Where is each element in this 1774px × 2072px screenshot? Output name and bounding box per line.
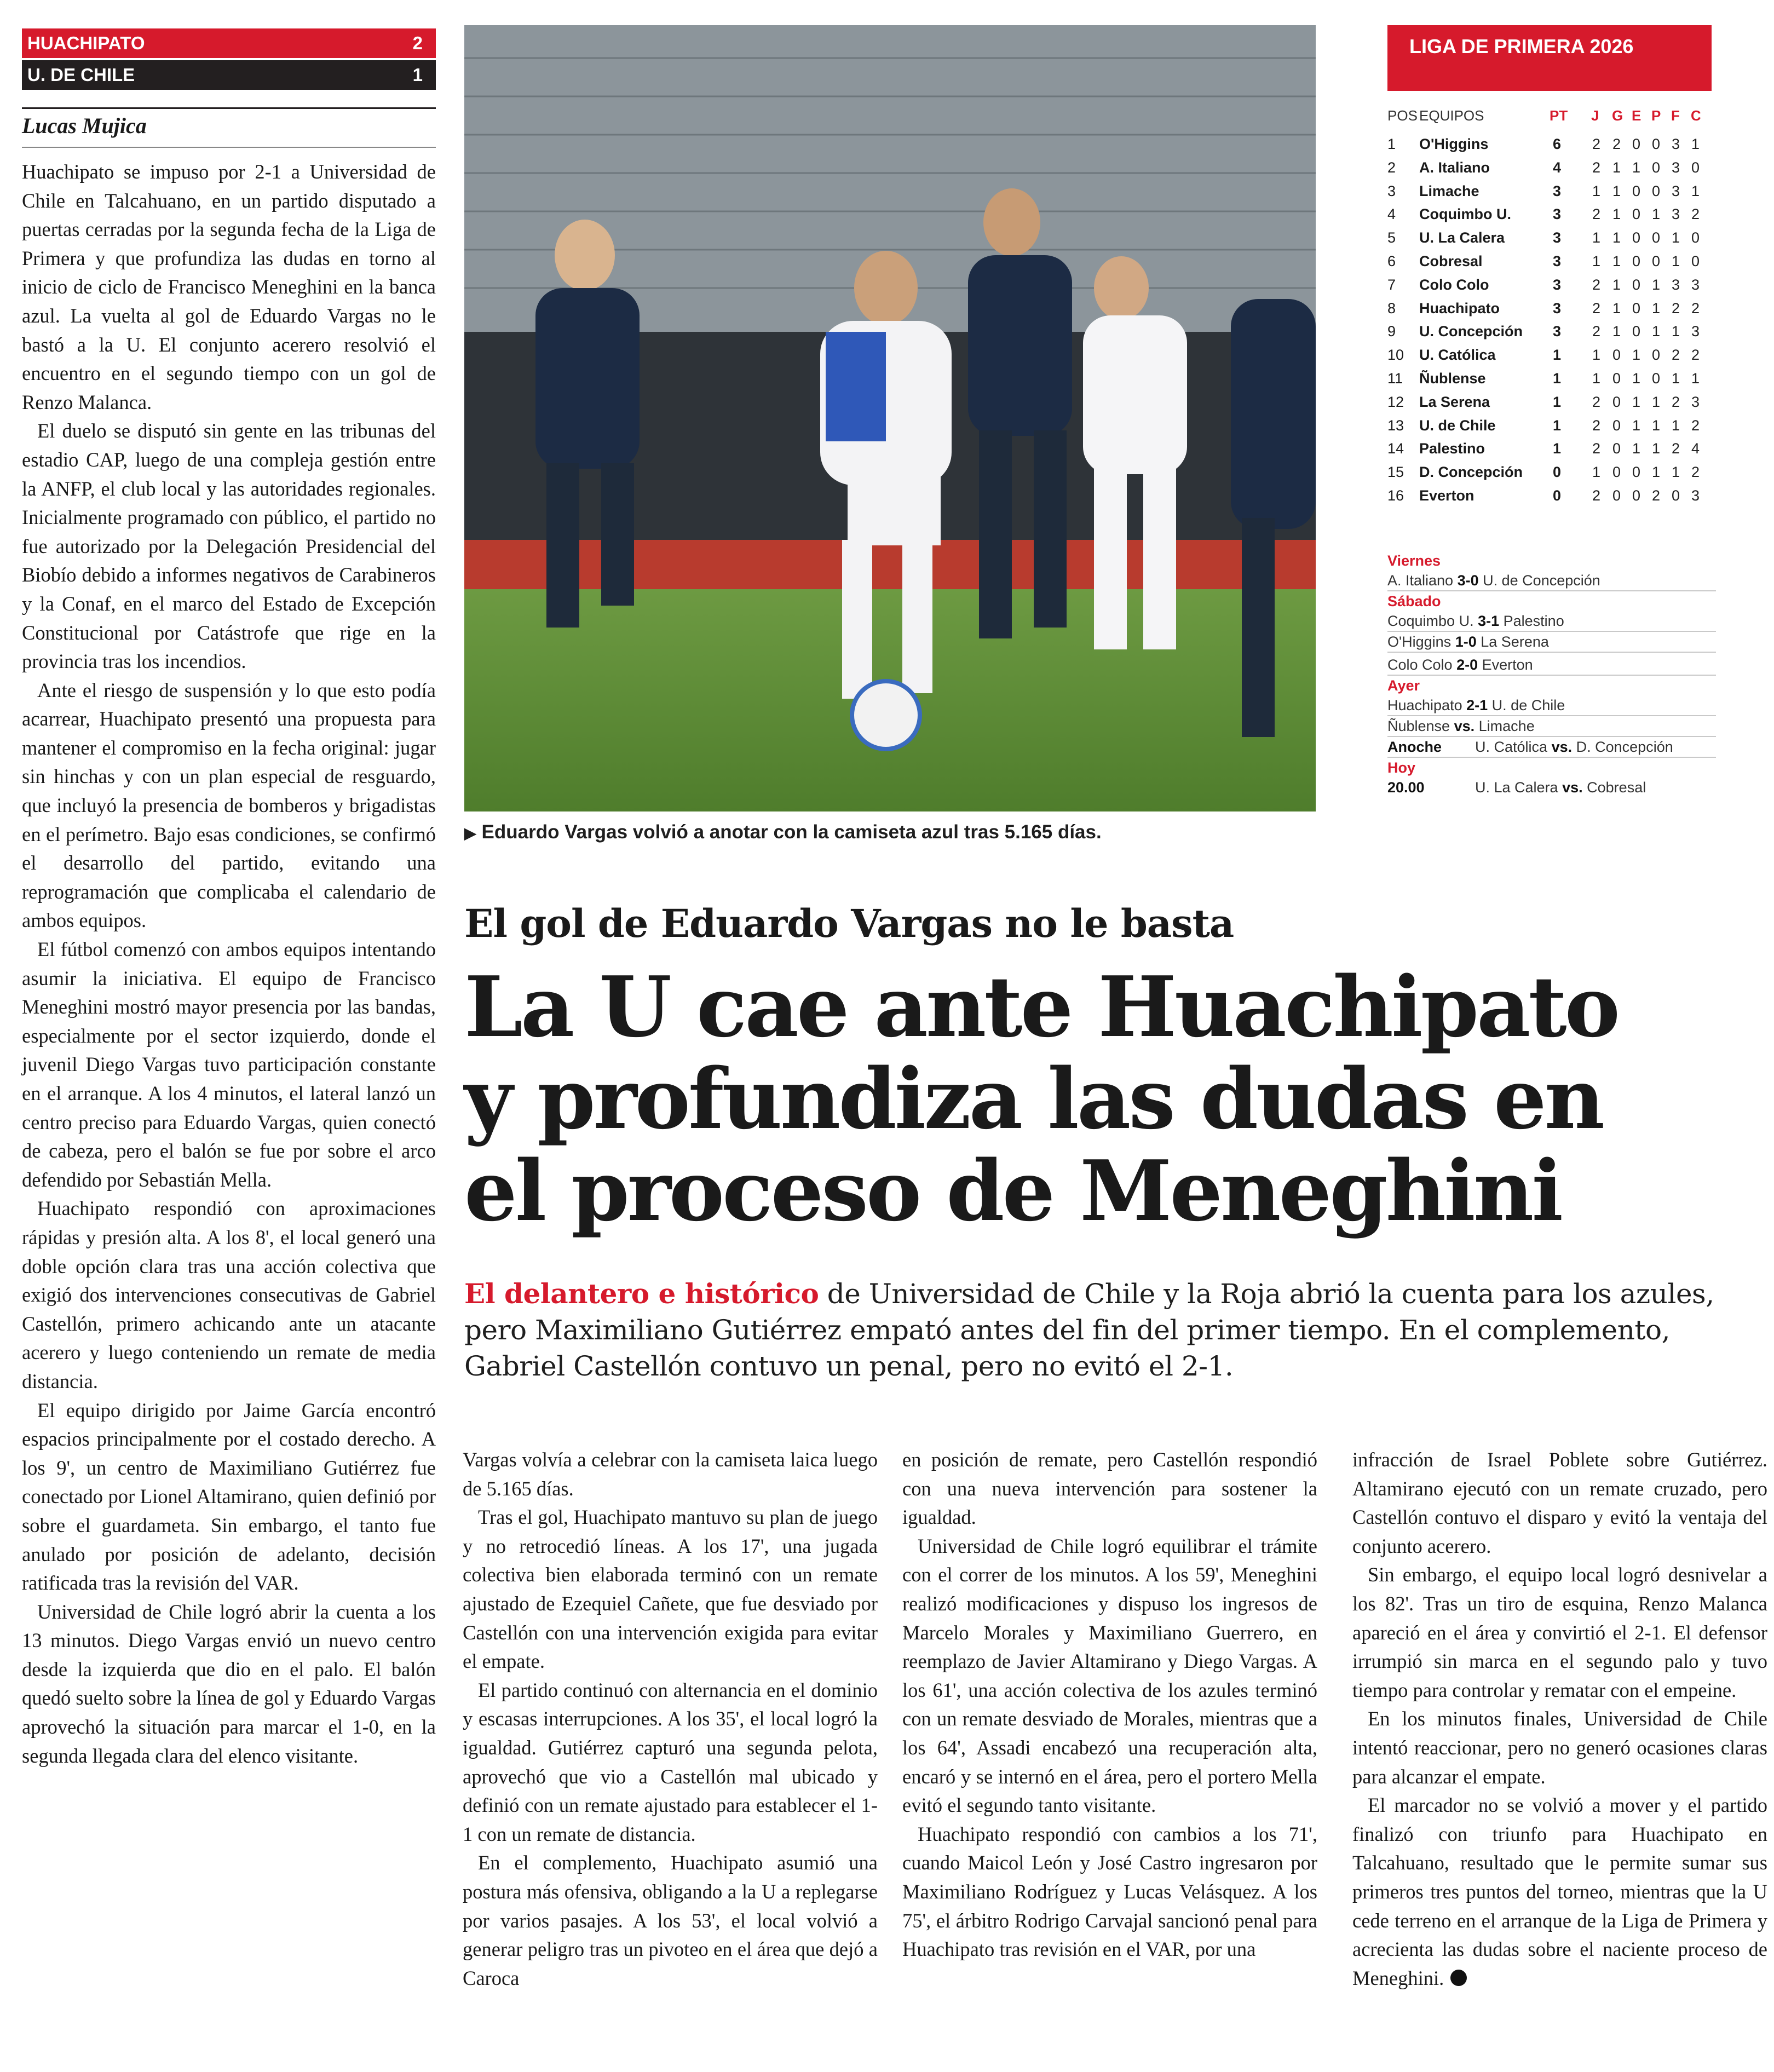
standings-cell-g: 1 [1612, 323, 1621, 340]
standings-cell-g: 1 [1612, 159, 1621, 176]
standings-cell-c: 2 [1691, 417, 1700, 434]
standings-row [1387, 344, 1716, 368]
standings-cell-p: 0 [1652, 229, 1661, 246]
standings-cell-e: 0 [1632, 206, 1641, 223]
standings-cell-p: 0 [1652, 347, 1661, 364]
standings-cell-p: 1 [1652, 464, 1661, 481]
standings-cell-team: Coquimbo U. [1419, 206, 1511, 223]
header-team: EQUIPOS [1419, 107, 1484, 124]
fixture-home: A. Italiano [1387, 572, 1454, 589]
standings-cell-pt: 4 [1553, 159, 1562, 176]
standings-cell-g: 1 [1612, 252, 1621, 269]
standings-cell-e: 0 [1632, 182, 1641, 199]
standings-row [1387, 321, 1716, 344]
standings-cell-g: 0 [1612, 417, 1621, 434]
standings-cell-team: Huachipato [1419, 300, 1500, 316]
author-rule-bottom [22, 147, 436, 148]
author-rule-top [22, 107, 436, 109]
standings-row [1387, 298, 1716, 321]
body-column-1 [22, 158, 436, 1770]
fixture-away: La Serena [1481, 634, 1549, 650]
body-column-3 [902, 1446, 1317, 1964]
standings-cell-e: 0 [1632, 323, 1641, 340]
standings-cell-f: 3 [1672, 182, 1680, 199]
standings-row [1387, 392, 1716, 415]
standings-cell-pos: 11 [1387, 370, 1403, 387]
standings-cell-p: 1 [1652, 300, 1661, 316]
standings-cell-pos: 5 [1387, 229, 1396, 246]
body-column-4 [1352, 1446, 1767, 1993]
standings-cell-g: 0 [1612, 464, 1621, 481]
fixture-away: U. de Chile [1491, 697, 1565, 713]
standings-cell-c: 0 [1691, 252, 1700, 269]
fixtures-day: Sábado [1387, 593, 1441, 609]
standings-cell-team: Ñublense [1419, 370, 1486, 387]
fixture-score: 2-0 [1456, 657, 1478, 673]
standings-cell-p: 2 [1652, 487, 1661, 504]
standings-cell-p: 1 [1652, 393, 1661, 410]
paragraph: Vargas volvía a celebrar con la camiseta laica luego de 5.165 días. [463, 1448, 878, 1500]
standings-cell-pt: 3 [1553, 229, 1562, 246]
match-photo [464, 25, 1316, 811]
headline-line: La U cae ante Huachipato [464, 958, 1619, 1056]
standings-cell-g: 0 [1612, 370, 1621, 387]
standings-cell-f: 2 [1672, 347, 1680, 364]
fixture-time-label: 20.00 [1387, 779, 1425, 796]
standings-cell-pt: 3 [1553, 300, 1562, 316]
standings-cell-pos: 15 [1387, 464, 1404, 481]
standings-cell-e: 1 [1632, 440, 1641, 457]
standings-cell-team: O'Higgins [1419, 136, 1489, 152]
standings-cell-team: U. La Calera [1419, 229, 1505, 246]
standings-cell-p: 1 [1652, 323, 1661, 340]
standings-cell-pos: 9 [1387, 323, 1396, 340]
paragraph: infracción de Israel Poblete sobre Gutiérrez. Altamirano ejecutó con un remate cruzado, pero Castellón contuvo el disparo y evitó la ventaja del conjunto acerero. [1352, 1448, 1767, 1557]
standings-cell-f: 3 [1672, 206, 1680, 223]
standings-cell-e: 0 [1632, 252, 1641, 269]
fixture-home: U. La Calera [1475, 779, 1558, 796]
header-p: P [1651, 107, 1661, 124]
standings-cell-pt: 3 [1553, 323, 1562, 340]
fixture-score: vs. [1454, 718, 1475, 734]
fixture-away: Cobresal [1587, 779, 1646, 796]
standings-cell-g: 1 [1612, 300, 1621, 316]
standings-cell-f: 1 [1672, 252, 1680, 269]
standings-cell-team: U. de Chile [1419, 417, 1496, 434]
fixture-row [1387, 611, 1716, 632]
fixture-row [1387, 778, 1716, 798]
standings-cell-p: 1 [1652, 440, 1661, 457]
standings-cell-c: 4 [1691, 440, 1700, 457]
standings-cell-pos: 12 [1387, 393, 1404, 410]
paragraph: El equipo dirigido por Jaime García encontró espacios principalmente por el costado derecho. A los 9', un centro de Maximiliano Gutiérrez fue conectado por Lionel Altamirano, quien definió por sobre el guardameta. Sin embargo, el tanto fue anulado por posición de adelanto, decisión ratificada tras la revisión del VAR. [22, 1398, 436, 1595]
standings-cell-j: 1 [1592, 464, 1601, 481]
fixture-away: D. Concepción [1576, 739, 1673, 755]
deck-lead: El delantero e histórico [464, 1277, 819, 1310]
standings-cell-j: 1 [1592, 347, 1601, 364]
standings-cell-j: 2 [1592, 206, 1601, 223]
fixture-row [1387, 716, 1716, 737]
fixture-away: Palestino [1503, 613, 1564, 629]
standings-cell-j: 2 [1592, 487, 1601, 504]
photo-caption [464, 821, 1102, 843]
standings-row [1387, 204, 1716, 227]
fixture-score: vs. [1562, 779, 1583, 796]
standings-cell-pos: 6 [1387, 252, 1396, 269]
standings-cell-f: 1 [1672, 417, 1680, 434]
standings-cell-pos: 4 [1387, 206, 1396, 223]
fixture-score: 3-0 [1457, 572, 1479, 589]
standings-cell-j: 2 [1592, 159, 1601, 176]
standings-cell-c: 1 [1691, 370, 1700, 387]
fixture-home: Colo Colo [1387, 657, 1453, 673]
fixture-home: Coquimbo U. [1387, 613, 1474, 629]
standings-cell-g: 1 [1612, 206, 1621, 223]
standings-row [1387, 134, 1716, 157]
standings-cell-c: 2 [1691, 300, 1700, 316]
standings-cell-g: 0 [1612, 347, 1621, 364]
standings-cell-pos: 13 [1387, 417, 1404, 434]
author-byline: Lucas Mujica [22, 113, 147, 138]
standings-cell-c: 0 [1691, 229, 1700, 246]
paragraph: El duelo se disputó sin gente en las tribunas del estadio CAP, luego de una compleja gestión entre la ANFP, el club local y las autoridades regionales. Inicialmente programado con público, el partido no fue autorizado por la Delegación Presidencial del Biobío debido a informes negativos de Carabineros y la Conaf, en el marco del Estado de Excepción Constitucional por Catástrofe que rige en la provincia tras los incendios. [22, 419, 436, 673]
standings-cell-e: 1 [1632, 347, 1641, 364]
standings-cell-c: 2 [1691, 206, 1700, 223]
standings-cell-pt: 3 [1553, 276, 1562, 293]
standings-cell-j: 2 [1592, 300, 1601, 316]
standings-cell-team: La Serena [1419, 393, 1490, 410]
standings-cell-p: 0 [1652, 370, 1661, 387]
fixture-home: O'Higgins [1387, 634, 1452, 650]
standings-cell-team: Colo Colo [1419, 276, 1489, 293]
standings-cell-e: 1 [1632, 393, 1641, 410]
standings-cell-team: U. Concepción [1419, 323, 1523, 340]
standings-cell-c: 3 [1691, 487, 1700, 504]
paragraph: Tras el gol, Huachipato mantuvo su plan de juego y no retrocedió líneas. A los 17', una jugada colectiva bien elaborada terminó con un remate ajustado de Ezequiel Cañete, que fue desviado por Castellón con una intervención exigida para evitar el empate. [463, 1506, 878, 1673]
fixture-away: Limache [1478, 718, 1535, 734]
standings-cell-p: 1 [1652, 276, 1661, 293]
paragraph: Huachipato respondió con aproximaciones rápidas y presión alta. A los 8', el local generó una doble opción clara tras una acción colectiva que exigió dos intervenciones consecutivas de Gabriel Castellón, primero achicando ante un atacante acerero y luego conteniendo un remate de media distancia. [22, 1197, 436, 1392]
standings-cell-f: 3 [1672, 136, 1680, 152]
standings-cell-p: 1 [1652, 417, 1661, 434]
paragraph: Huachipato se impuso por 2-1 a Universidad de Chile en Talcahuano, en un partido disputado a puertas cerradas por la segunda fecha de la Liga de Primera y que profundiza las dudas en torno al inicio de ciclo de Francisco Meneghini en la banca azul. La vuelta al gol de Eduardo Vargas no le bastó a la U. El conjunto acerero resolvió el encuentro en el segundo tiempo con un gol de Renzo Malanca. [22, 160, 436, 413]
fixture-score: 2-1 [1466, 697, 1488, 713]
standings-cell-e: 1 [1632, 159, 1641, 176]
standings-cell-g: 1 [1612, 182, 1621, 199]
score-home-team: HUACHIPATO [27, 33, 145, 53]
standings-cell-p: 0 [1652, 182, 1661, 199]
standings-cell-g: 2 [1612, 136, 1621, 152]
standings-cell-team: U. Católica [1419, 347, 1496, 364]
standings-cell-pos: 14 [1387, 440, 1404, 457]
standings-cell-j: 1 [1592, 229, 1601, 246]
fixture-home: Huachipato [1387, 697, 1462, 713]
paragraph: En el complemento, Huachipato asumió una postura más ofensiva, obligando a la U a replegarse por varios pasajes. A los 53', el local volvió a generar peligro tras un pivoteo en el área que dejó a Caroca [463, 1851, 878, 1989]
fixture-row [1387, 695, 1716, 716]
headline [464, 958, 1724, 1240]
standings-cell-pt: 1 [1553, 417, 1562, 434]
fixture-row [1387, 655, 1716, 676]
standings-cell-pos: 3 [1387, 182, 1396, 199]
fixtures-day: Viernes [1387, 552, 1441, 569]
standings-cell-c: 1 [1691, 136, 1700, 152]
score-home-row [22, 28, 436, 58]
fixtures-list [1387, 551, 1716, 798]
paragraph-text: El marcador no se volvió a mover y el partido finalizó con triunfo para Huachipato en Talcahuano, resultado que le permite sumar sus primeros tres puntos del torneo, mientras que la U cede terreno en el arranque de la Liga de Primera y acrecienta las dudas sobre el naciente proceso de Meneghini. [1352, 1794, 1767, 1989]
header-e: E [1632, 107, 1641, 124]
standings-cell-p: 0 [1652, 136, 1661, 152]
standings-cell-p: 0 [1652, 252, 1661, 269]
standings-cell-j: 1 [1592, 252, 1601, 269]
standings-cell-team: Cobresal [1419, 252, 1483, 269]
standings-row [1387, 227, 1716, 251]
standings-cell-j: 2 [1592, 136, 1601, 152]
standings-row [1387, 415, 1716, 439]
end-mark-icon [1450, 1970, 1467, 1986]
standings-cell-f: 0 [1672, 487, 1680, 504]
standings-cell-g: 0 [1612, 440, 1621, 457]
standings-cell-e: 0 [1632, 276, 1641, 293]
paragraph: El fútbol comenzó con ambos equipos intentando asumir la iniciativa. El equipo de Francisco Meneghini mostró mayor presencia por las bandas, especialmente por el sector izquierdo, donde el juvenil Diego Vargas tuvo participación constante en el arranque. A los 4 minutos, el lateral lanzó un centro preciso para Eduardo Vargas, quien conectó de cabeza, pero el balón se fue por sobre el arco defendido por Sebastián Mella. [22, 938, 436, 1191]
standings-cell-pt: 3 [1553, 182, 1562, 199]
standings-cell-e: 0 [1632, 300, 1641, 316]
fixtures-day: Ayer [1387, 677, 1420, 694]
standings-row [1387, 462, 1716, 485]
standings-row [1387, 274, 1716, 298]
standings-cell-e: 0 [1632, 464, 1641, 481]
standings-row [1387, 438, 1716, 462]
header-pos: POS [1387, 107, 1418, 124]
standings-cell-pt: 1 [1553, 393, 1562, 410]
standings-cell-g: 0 [1612, 487, 1621, 504]
standings-cell-j: 2 [1592, 440, 1601, 457]
standings-cell-c: 2 [1691, 347, 1700, 364]
standings-cell-e: 0 [1632, 487, 1641, 504]
fixture-score: 3-1 [1478, 613, 1500, 629]
paragraph: Sin embargo, el equipo local logró desnivelar a los 82'. Tras un tiro de esquina, Renzo Malanca apareció en el área y convirtió el 2-1. El defensor irrumpió sin marca en el segundo palo y tuvo tiempo para controlar y rematar con el empeine. [1352, 1563, 1767, 1701]
standings-cell-team: Palestino [1419, 440, 1485, 457]
fixture-row [1387, 632, 1716, 653]
standings-cell-pt: 1 [1553, 347, 1562, 364]
standings-cell-j: 2 [1592, 417, 1601, 434]
standings-cell-c: 3 [1691, 323, 1700, 340]
standings-cell-f: 1 [1672, 229, 1680, 246]
standings-cell-j: 2 [1592, 393, 1601, 410]
standings-header [1387, 107, 1716, 126]
standings-cell-pt: 3 [1553, 206, 1562, 223]
kicker: El gol de Eduardo Vargas no le basta [464, 901, 1234, 946]
fixture-row [1387, 737, 1716, 758]
standings-cell-j: 1 [1592, 370, 1601, 387]
standings-cell-e: 0 [1632, 136, 1641, 152]
paragraph: Ante el riesgo de suspensión y lo que esto podía acarrear, Huachipato presentó una propuesta para mantener el compromiso en la fecha original: jugar sin hinchas y con un plan especial de resguardo, que incluyó la presencia de bomberos y brigadistas en el perímetro. Bajo esas condiciones, se confirmó el desarrollo del partido, evitando una reprogramación que complicaba el calendario de ambos equipos. [22, 678, 436, 932]
standings-cell-c: 3 [1691, 393, 1700, 410]
standings-cell-team: A. Italiano [1419, 159, 1490, 176]
standings-cell-c: 0 [1691, 159, 1700, 176]
header-c: C [1691, 107, 1701, 124]
standings-cell-pt: 6 [1553, 136, 1562, 152]
caption-arrow-icon: ▶ [464, 825, 476, 842]
standings-cell-pt: 1 [1553, 370, 1562, 387]
score-away-row [22, 60, 436, 90]
fixture-away: U. de Concepción [1483, 572, 1600, 589]
standings-cell-j: 2 [1592, 276, 1601, 293]
fixture-home: Ñublense [1387, 718, 1450, 734]
fixture-score: 1-0 [1455, 634, 1477, 650]
paragraph: Huachipato respondió con cambios a los 71', cuando Maicol León y José Castro ingresaron por Maximiliano Rodríguez y Lucas Velásquez. A los 75', el árbitro Rodrigo Carvajal sancionó penal para Huachipato tras revisión en el VAR, por una [902, 1822, 1317, 1961]
standings-cell-f: 1 [1672, 323, 1680, 340]
standings-row [1387, 181, 1716, 204]
standings-cell-pos: 1 [1387, 136, 1396, 152]
standings-cell-pt: 1 [1553, 440, 1562, 457]
standings-cell-team: Limache [1419, 182, 1479, 199]
standings-cell-g: 0 [1612, 393, 1621, 410]
standings-cell-pt: 3 [1553, 252, 1562, 269]
standings-cell-g: 1 [1612, 229, 1621, 246]
header-pt: PT [1550, 107, 1568, 124]
deck-text: de Universidad de Chile y la Roja abrió la cuenta para los azules, pero Maximiliano Gutiérrez empató antes del fin del primer tiempo. En el complemento, Gabriel Castellón contuvo un penal, pero no evitó el 2-1. [464, 1278, 1714, 1382]
standings-cell-e: 1 [1632, 417, 1641, 434]
standings-cell-g: 1 [1612, 276, 1621, 293]
deck [464, 1276, 1724, 1384]
paragraph: Universidad de Chile logró equilibrar el trámite con el correr de los minutos. A los 59', Meneghini realizó modificaciones y dispuso los ingresos de Marcelo Morales y Maximiliano Guerrero, en reemplazo de Javier Altamirano y Diego Vargas. A los 61', una acción colectiva de los azules terminó con un remate desviado de Morales, mientras que a los 64', Assadi encabezó una recuperación alta, encaró y se internó en el área, pero el portero Mella evitó el segundo tanto visitante. [902, 1534, 1317, 1817]
standings-cell-pos: 2 [1387, 159, 1396, 176]
standings-cell-f: 1 [1672, 370, 1680, 387]
fixture-home: U. Católica [1475, 739, 1548, 755]
paragraph [1352, 1791, 1767, 1993]
standings-cell-c: 2 [1691, 464, 1700, 481]
standings-cell-pos: 7 [1387, 276, 1396, 293]
standings-cell-f: 3 [1672, 276, 1680, 293]
headline-line: el proceso de Meneghini [464, 1142, 1562, 1240]
standings-cell-c: 3 [1691, 276, 1700, 293]
standings-cell-pt: 0 [1553, 487, 1562, 504]
standings-cell-f: 2 [1672, 300, 1680, 316]
paragraph: en posición de remate, pero Castellón respondió con una nueva intervención para sostener la igualdad. [902, 1448, 1317, 1529]
fixture-row [1387, 571, 1716, 591]
score-away-team: U. DE CHILE [27, 65, 135, 85]
paragraph: Universidad de Chile logró abrir la cuenta a los 13 minutos. Diego Vargas envió un nuevo centro desde la izquierda que dio en el palo. El balón quedó suelto sobre la línea de gol y Eduardo Vargas aprovechó la situación para marcar el 1-0, en la segunda llegada clara del elenco visitante. [22, 1600, 436, 1767]
headline-line: y profundiza las dudas en [464, 1050, 1603, 1148]
standings-cell-pos: 8 [1387, 300, 1396, 316]
standings-cell-p: 0 [1652, 159, 1661, 176]
standings-cell-f: 3 [1672, 159, 1680, 176]
header-j: J [1591, 107, 1599, 124]
standings-row [1387, 485, 1716, 509]
standings-cell-f: 2 [1672, 393, 1680, 410]
standings-cell-e: 1 [1632, 370, 1641, 387]
standings-cell-pt: 0 [1553, 464, 1562, 481]
body-column-2 [463, 1446, 878, 1993]
fixture-score: vs. [1551, 739, 1573, 755]
standings-row [1387, 251, 1716, 274]
standings-row [1387, 368, 1716, 392]
score-away-goals: 1 [412, 65, 423, 85]
paragraph: El partido continuó con alternancia en el dominio y escasas interrupciones. A los 35', el local logró la igualdad. Gutiérrez capturó una segunda pelota, aprovechó que vio a Castellón mal ubicado y definió con un remate ajustado para establecer el 1-1 con un remate de distancia. [463, 1678, 878, 1845]
match-photo-illustration [464, 25, 1316, 811]
paragraph: En los minutos finales, Universidad de Chile intentó reaccionar, pero no generó ocasiones claras para alcanzar el empate. [1352, 1707, 1767, 1788]
standings-cell-j: 1 [1592, 182, 1601, 199]
standings-cell-team: D. Concepción [1419, 464, 1523, 481]
header-g: G [1612, 107, 1623, 124]
standings-cell-pos: 10 [1387, 347, 1404, 364]
caption-text: Eduardo Vargas volvió a anotar con la camiseta azul tras 5.165 días. [481, 821, 1102, 843]
standings-cell-team: Everton [1419, 487, 1475, 504]
standings-cell-f: 1 [1672, 464, 1680, 481]
standings-cell-f: 2 [1672, 440, 1680, 457]
fixture-away: Everton [1482, 657, 1533, 673]
fixture-time-label: Anoche [1387, 739, 1442, 755]
header-f: F [1671, 107, 1680, 124]
standings-cell-c: 1 [1691, 182, 1700, 199]
standings-row [1387, 157, 1716, 181]
standings-table [1387, 134, 1716, 509]
score-home-goals: 2 [412, 33, 423, 53]
standings-title: LIGA DE PRIMERA 2026 [1387, 25, 1712, 91]
standings-cell-pos: 16 [1387, 487, 1404, 504]
standings-cell-p: 1 [1652, 206, 1661, 223]
standings-cell-j: 2 [1592, 323, 1601, 340]
standings-cell-e: 0 [1632, 229, 1641, 246]
fixtures-day: Hoy [1387, 759, 1416, 776]
